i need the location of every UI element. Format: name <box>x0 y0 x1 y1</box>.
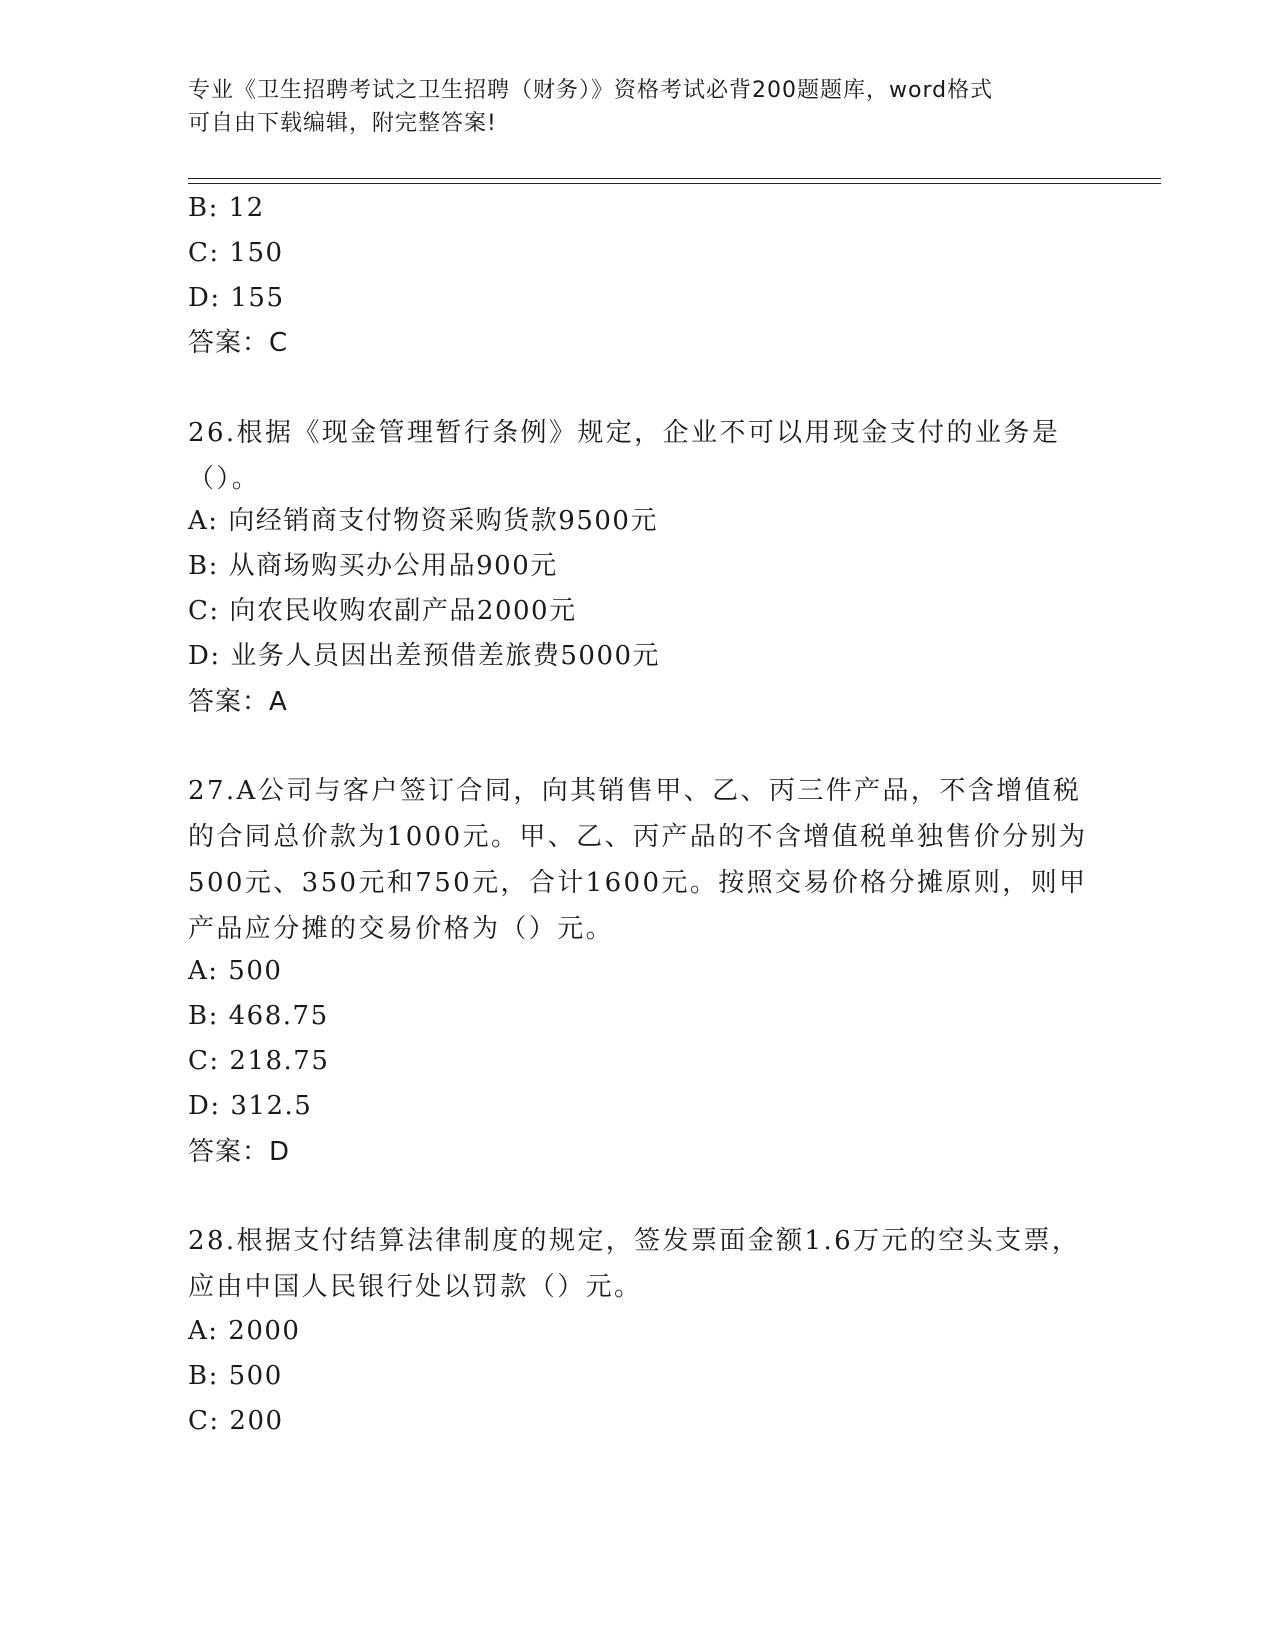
q26-option-d: D: 业务人员因出差预借差旅费5000元 <box>188 641 661 671</box>
question-26-text: 26.根据《现金管理暂行条例》规定，企业不可以用现金支付的业务是（）。 <box>188 418 1061 494</box>
q27-option-b: B: 468.75 <box>188 1001 329 1031</box>
q27-option-d: D: 312.5 <box>188 1091 313 1121</box>
q28-option-b: B: 500 <box>188 1361 283 1391</box>
q27-option-c: C: 218.75 <box>188 1046 330 1076</box>
question-28-text: 28.根据支付结算法律制度的规定，签发票面金额1.6万元的空头支票，应由中国人民银行处以罚款（）元。 <box>188 1226 1081 1302</box>
q28-option-c: C: 200 <box>188 1406 284 1436</box>
q27-option-a: A: 500 <box>188 956 283 986</box>
q26-answer: 答案：A <box>188 687 288 717</box>
q27-answer: 答案：D <box>188 1137 291 1167</box>
document-header <box>188 74 1068 140</box>
q26-option-c: C: 向农民收购农副产品2000元 <box>188 596 577 626</box>
q28-option-a: A: 2000 <box>188 1316 301 1346</box>
header-line-1: 专业《卫生招聘考试之卫生招聘（财务）》资格考试必背200题题库，word格式 <box>188 78 994 103</box>
option-d: D: 155 <box>188 283 285 313</box>
header-divider-top <box>188 178 1161 179</box>
option-b: B: 12 <box>188 193 265 223</box>
q26-option-a: A: 向经销商支付物资采购货款9500元 <box>188 506 658 536</box>
question-27-text: 27.A公司与客户签订合同，向其销售甲、乙、丙三件产品，不含增值税的合同总价款为1000元。甲、乙、丙产品的不含增值税单独售价分别为500元、350元和750元，合计1600元。按照交易价格分摊原则，则甲产品应分摊的交易价格为（）元。 <box>188 776 1088 944</box>
q26-option-b: B: 从商场购买办公用品900元 <box>188 551 558 581</box>
header-line-2: 可自由下载编辑，附完整答案! <box>188 111 497 136</box>
option-c: C: 150 <box>188 238 284 268</box>
answer-line: 答案：C <box>188 328 289 358</box>
header-divider-bottom <box>188 183 1161 184</box>
